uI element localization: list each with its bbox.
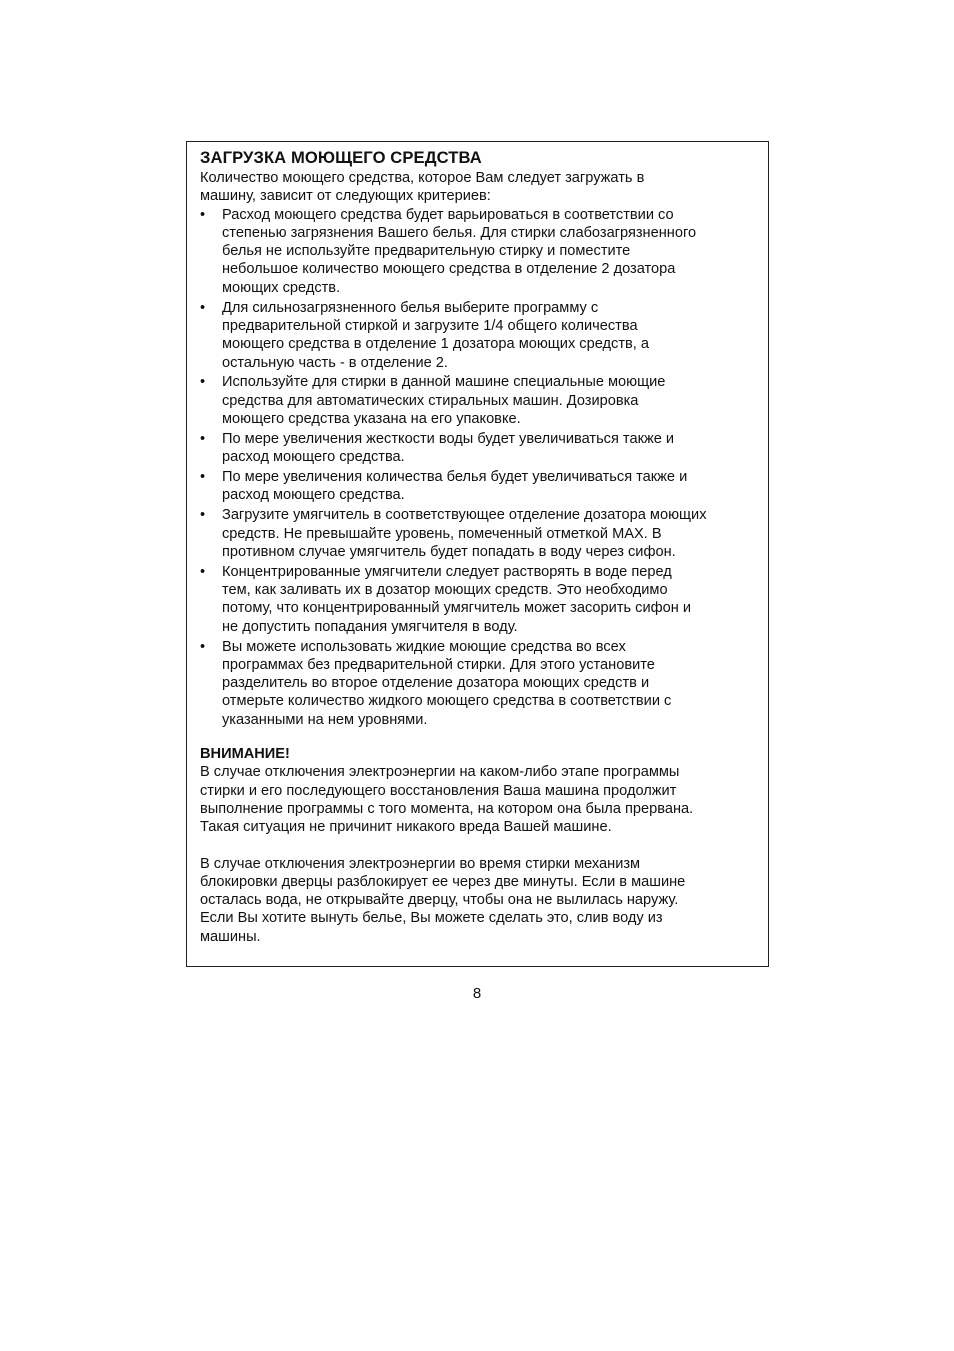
list-item-text: Загрузите умягчитель в соответствующее отделение дозатора моющих средств. Не превышайте уровень, помеченный отметкой MAX. В противном случае умягчитель будет попадать в воду через сифон. (222, 507, 707, 560)
criteria-list (200, 206, 757, 729)
list-item (200, 206, 757, 297)
list-item-text: Вы можете использовать жидкие моющие средства во всех программах без предварительной стирки. Для этого установите разделитель во второе отделение дозатора моющих средств и отмерьте количество жидкого моющего средства в соответствии с указанными на нем уровнями. (222, 638, 672, 728)
bullet-icon: • (200, 299, 206, 316)
bullet-icon: • (200, 507, 206, 524)
section-intro: Количество моющего средства, которое Вам следует загружать в машину, зависит от следующих критериев: (200, 170, 645, 205)
section-title: ЗАГРУЗКА МОЮЩЕГО СРЕДСТВА (200, 148, 482, 167)
list-item-text: Концентрированные умягчители следует растворять в воде перед тем, как заливать их в дозатор моющих средств. Это необходимо потому, что концентрированный умягчитель может засорить сифон и не допустить попадания умягчителя в воду. (222, 563, 691, 635)
list-item (200, 506, 757, 561)
bullet-icon: • (200, 374, 206, 391)
list-item-text: Используйте для стирки в данной машине специальные моющие средства для автоматических стиральных машин. Дозировка моющего средства указана на его упаковке. (222, 374, 666, 428)
list-item-text: Для сильнозагрязненного белья выберите программу с предварительной стиркой и загрузите 1/4 общего количества моющего средства в отделение 1 дозатора моющих средств, а остальную часть - в отделение 2. (222, 299, 649, 371)
list-item (200, 468, 757, 505)
list-item (200, 299, 757, 372)
warning-title: ВНИМАНИЕ! (200, 746, 290, 763)
page-number: 8 (472, 985, 482, 1002)
paragraph-spacer (200, 837, 757, 855)
list-item (200, 563, 757, 636)
list-item (200, 430, 757, 467)
list-item-text: Расход моющего средства будет варьироваться в соответствии со степенью загрязнения Вашего белья. Для стирки слабозагрязненного белья не используйте предварительную стирку и поместите небольшое количество моющего средства в отделение 2 дозатора моющих средств. (222, 206, 697, 296)
bullet-icon: • (200, 430, 206, 447)
bullet-icon: • (200, 638, 206, 655)
list-item (200, 373, 757, 428)
list-item-text: По мере увеличения жесткости воды будет увеличиваться также и расход моющего средства. (222, 430, 675, 466)
list-item-text: По мере увеличения количества белья будет увеличиваться также и расход моющего средства. (222, 469, 688, 504)
warning-paragraph-2: В случае отключения электроэнергии во время стирки механизм блокировки дверцы разблокирует ее через две минуты. Если в машине осталась вода, не открывайте дверцу, чтобы она не вылилась наружу. Если Вы хотите вынуть белье, Вы можете сделать это, слив воду из машины. (200, 855, 686, 945)
bullet-icon: • (200, 563, 206, 580)
list-item (200, 638, 757, 729)
content-frame (186, 141, 769, 967)
bullet-icon: • (200, 469, 206, 486)
frame-content (200, 148, 757, 946)
bullet-icon: • (200, 206, 206, 223)
warning-paragraph-1: В случае отключения электроэнергии на каком-либо этапе программы стирки и его последующего восстановления Ваша машина продолжит выполнение программы с того момента, на котором она была прервана. Такая ситуация не причинит никакого вреда Вашей машине. (200, 764, 694, 836)
